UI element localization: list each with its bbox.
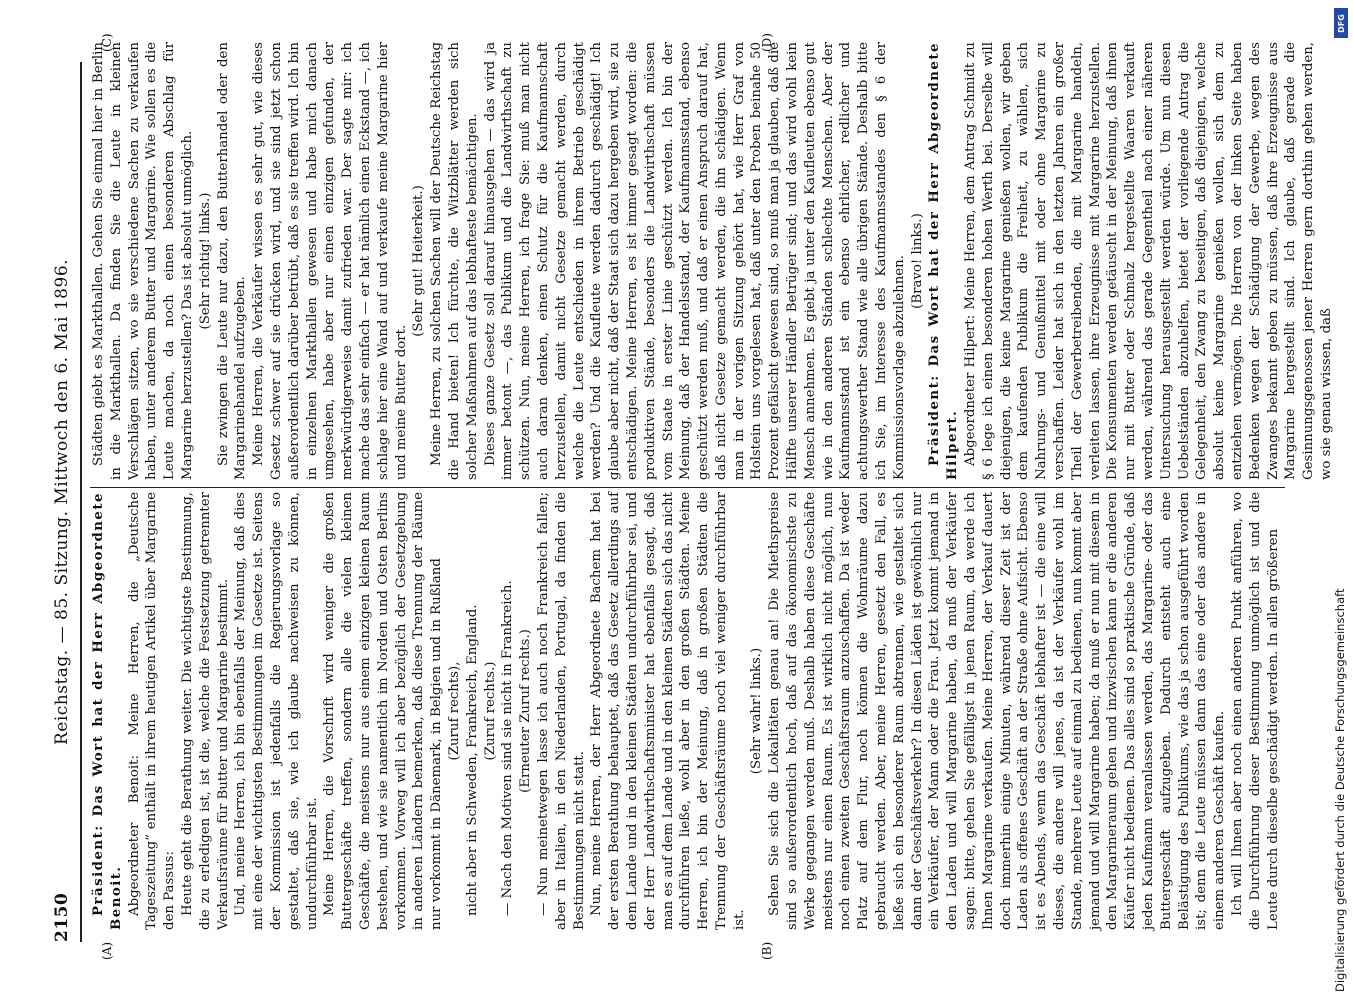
interjection: (Sehr richtig! links.)	[197, 192, 213, 330]
paragraph: Dieses ganze Gesetz soll darauf hinausgehen — das wird ja immer betont —, das Publikum und die Landwirthschaft zu schützen. Nun, meine Herren, ich frage Sie: muß man nicht auch daran denken, einen Schutz für die Kaufmannschaft herzustellen, damit nicht Gesetze gemacht werden, durch welche die Leute entschieden in ihrem Betrieb geschädigt werden? Und die Kaufleute werden dadurch geschädigt! Ich glaube aber nicht, daß der Staat sich dazu hergeben wird, sie zu entschädigen. Meine Herren, es ist immer gesagt worden: die produktiven Stände, besonders die Landwirthschaft müssen vom Staate in erster Linie geschützt werden. Ich bin der Meinung, daß der Handelsstand, der Kaufmannsstand, ebenso geschützt werden muß, und daß er einen Anspruch darauf hat, daß nicht Gesetze gemacht werden, die ihn schädigen. Wenn man in der vorigen Sitzung gehört hat, wie Herr Graf von Holstein uns vorgelesen hat, daß unter den Proben beinahe 50 Prozent gefälscht gewesen sind, so muß man ja glauben, daß die Hälfte unserer Händler Betrüger sind; und das wird wohl kein Mensch annehmen. Es giebt ja unter den Kaufleuten ebenso gut wie in den anderen Ständen schlechte Menschen. Aber der Kaufmannsstand ist ein ebenso ehrlicher, redlicher und achtungswerther Stand wie alle übrigen Stände. Deshalb bitte ich Sie, im Interesse des Kaufmannsstandes den § 6 der Kommissionsvorlage abzulehnen.	[482, 42, 907, 480]
credit-text: Digitalisierung gefördert durch die Deutsche Forschungsgemeinschaft	[1333, 588, 1347, 992]
running-header	[52, 62, 78, 942]
digitization-credit	[1332, 14, 1348, 992]
margin-marker-a: (A)	[100, 941, 114, 960]
header-rule	[80, 62, 82, 942]
interjection: (Bravo! links.)	[909, 213, 925, 309]
speaker-line: Präsident: Das Wort hat der Herr Abgeordnete Benoit.	[91, 492, 124, 930]
interjection: (Zuruf rechts),	[446, 661, 462, 761]
paragraph: nicht aber in Schweden, Frankreich, England.	[464, 604, 480, 916]
paragraph: Sehen Sie sich die Lokalitäten genau an! Die Miethspreise sind so außerordentlich hoch, daß auf das ökonomischste zu Werke gegangen werden muß. Deshalb haben diese Geschäfte meistens nur einen Raum. Es ist wirklich nicht möglich, nun noch einen zweiten Geschäftsraum anzuschaffen. Da ist weder Platz auf dem Flur, noch können die Wohnräume dazu gebraucht werden. Aber, meine Herren, gesetzt den Fall, es ließe sich ein besonderer Raum abtrennen, wie gestaltet sich dann der Geschäftsverkehr? In diesen Läden ist gewöhnlich nur ein Verkäufer, der Mann oder die Frau. Jetzt kommt jemand in den Laden und will Margarine haben, da muß der Verkäufer sagen: bitte, gehen Sie gefälligst in jenen Raum, da werde ich Ihnen Margarine verkaufen. Meine Herren, der Verkauf dauert doch immerhin einige Minuten, während dieser Zeit ist der Laden als offenes Geschäft an der Straße ohne Aufsicht. Ebenso ist es Abends, wenn das Geschäft lebhafter ist — die eine will dieses, die andere will jenes, da ist der Verkäufer wohl im Stande, mehrere Leute auf einmal zu bedienen, nun kommt aber jemand und will Margarine haben; da muß er nun mit diesem in den Margarineraum gehen und inzwischen kann er die anderen Käufer nicht bedienen. Das alles sind so praktische Gründe, daß jeden Kaufmann veranlassen werden, das Margarine- oder das Buttergeschäft aufzugeben. Dadurch entsteht auch eine Belästigung des Publikums, wie das ja schon ausgeführt worden ist; denn die Leute müssen dann das eine oder das andere in einem anderen Geschäft kaufen.	[767, 492, 1228, 930]
page-number: 2150	[52, 892, 72, 942]
paragraph: Abgeordneter Benoit: Meine Herren, die „Deutsche Tageszeitung“ enthält in ihrem heutigen Artikel über Margarine den Passus:	[126, 492, 178, 930]
column-rule	[90, 487, 1285, 488]
paragraph: Nun, meine Herren, der Herr Abgeordnete Bachem hat bei der ersten Berathung behauptet, daß das Gesetz allerdings auf dem Lande und in den kleinen Städten undurchführbar sei, und der Herr Landwirthschaftsminister hat ebenfalls gesagt, daß man es auf dem Lande und in den kleinen Städten sich das nicht durchführen ließe, wohl aber in den großen Städten. Meine Herren, ich bin der Meinung, daß in großen Städten die Trennung der Geschäftsräume noch viel weniger durchführbar ist.	[589, 492, 747, 930]
paragraph: Meine Herren, die Vorschrift wird weniger die großen Buttergeschäfte treffen, sondern alle die vielen kleinen Geschäfte, die meistens nur aus einem einzigen kleinen Raum bestehen, und wie sie namentlich im Norden und Osten Berlins vorkommen. Vorweg will ich aber bezüglich der Gesetzgebung in anderen Ländern bemerken, daß diese Trennung der Räume nur vorkommt in Dänemark, in Belgien und in Rußland	[322, 492, 445, 930]
paragraph: — Nun meinetwegen lasse ich auch noch Frankreich fallen; aber in Italien, in den Niederlanden, Portugal, da finden die Bestimmungen nicht statt.	[535, 492, 587, 930]
paragraph: Meine Herren, die Verkäufer wissen es sehr gut, wie dieses Gesetz schwer auf sie drücken wird, und sie sind jetzt schon außerordentlich darüber betrübt, daß es sie treffen wird. Ich bin in einzelnen Markthallen gewesen und habe mich danach umgesehen, habe aber nur einen einzigen gefunden, der merkwürdigerweise damit zufrieden war. Der sagte mir: ich mache das sehr einfach — er hat nämlich einen Eckstand —, ich schlage hier eine Wand auf und verkaufe meine Margarine hier und meine Butter dort.	[251, 42, 409, 480]
paragraph: Und, meine Herren, ich bin ebenfalls der Meinung, daß dies mit eine der wichtigsten Bestimmungen im Gesetze ist. Seitens der Kommission ist jedenfalls die Regierungsvorlage so gestaltet, daß sie, wie ich glaube nachweisen zu können, undurchführbar ist.	[233, 492, 320, 930]
left-column	[90, 492, 1285, 930]
paragraph: Ich will Ihnen aber noch einen anderen Punkt anführen, wo die Durchführung dieser Bestimmung unmöglich ist und die Leute durch dieselbe geschädigt werden. In allen größeren	[1230, 492, 1281, 930]
paragraph: Meine Herren, zu solchen Sachen will der Deutsche Reichstag die Hand bieten! Ich fürchte, die Witzblätter werden sich solcher Maßnahmen auf das lebhafteste bemächtigen.	[429, 42, 480, 480]
right-column	[90, 42, 1334, 480]
paragraph: — Nach den Motiven sind sie nicht in Frankreich.	[500, 580, 516, 916]
interjection: (Zuruf rechts.)	[482, 661, 498, 761]
interjection: (Erneuter Zuruf rechts.)	[518, 629, 534, 793]
interjection: (Sehr gut! Heiterkeit.)	[411, 185, 427, 337]
margin-marker-c: (C)	[100, 33, 114, 52]
paragraph: Sie zwingen die Leute nur dazu, den Butterhandel oder den Margarinehandel aufzugeben.	[215, 42, 249, 480]
header-title: Reichstag. — 85. Sitzung. Mittwoch den 6. Mai 1896.	[52, 258, 72, 746]
paragraph: Städten giebt es Markthallen. Gehen Sie einmal hier in Berlin in die Markthallen. Da finden Sie die Leute in kleinen Verschlägen sitzen, wo sie verschiedene Sachen zu verkaufen haben, unter anderem Butter und Margarine. Wie sollen es die Leute machen, da noch einen besonderen Abschlag für Margarine herzustellen? Das ist absolut unmöglich.	[91, 42, 195, 480]
margin-marker-b: (B)	[760, 941, 774, 960]
paragraph: Heute geht die Berathung weiter. Die wichtigste Bestimmung, die zu erledigen ist, ist die, welche die Festsetzung getrennter Verkaufsräume für Butter und Margarine bestimmt.	[179, 492, 231, 930]
margin-marker-d: (D)	[760, 33, 774, 52]
paragraph: Abgeordneter Hilpert: Meine Herren, dem Antrag Schmidt zu § 6 lege ich einen besonderen hohen Werth bei. Derselbe will diejenigen, die keine Margarine genießen wollen, wir geben dem kaufenden Publikum die Freiheit, zu wählen, sich Nahrungs- und Genußmittel mit oder ohne Margarine zu verschaffen. Leider hat sich in den letzten Jahren ein großer Theil der Gewerbetreibenden, die mit Margarine handeln, verleiten lassen, ihre Erzeugnisse mit Margarine herzustellen. Die Konsumenten werden getäuscht in der Meinung, daß ihnen nur mit Butter oder Schmalz hergestellte Waaren verkauft werden, während das gerade Gegentheil nach einer näheren Untersuchung herausgestellt werden würde. Um nun diesen Uebelständen abzuhelfen, bietet der vorliegende Antrag die Gelegenheit, den Zwang zu beseitigen, daß diejenigen, welche absolut keine Margarine genießen wollen, sich dem zu entziehen vermögen. Die Herren von der linken Seite haben Bedenken wegen der Schädigung der Gewerbe, wegen des Zwanges bekannt geben zu müssen, daß ihre Erzeugnisse aus Margarine hergestellt sind. Ich glaube, daß gerade die Gesinnungsgenossen jener Herren gern dorthin gehen werden, wo sie genau wissen, daß	[963, 42, 1334, 480]
interjection: (Sehr wahr! links.)	[749, 647, 765, 775]
speaker-line: Präsident: Das Wort hat der Herr Abgeordnete Hilpert.	[927, 42, 961, 480]
dfg-logo-text: DFG	[1336, 13, 1346, 33]
